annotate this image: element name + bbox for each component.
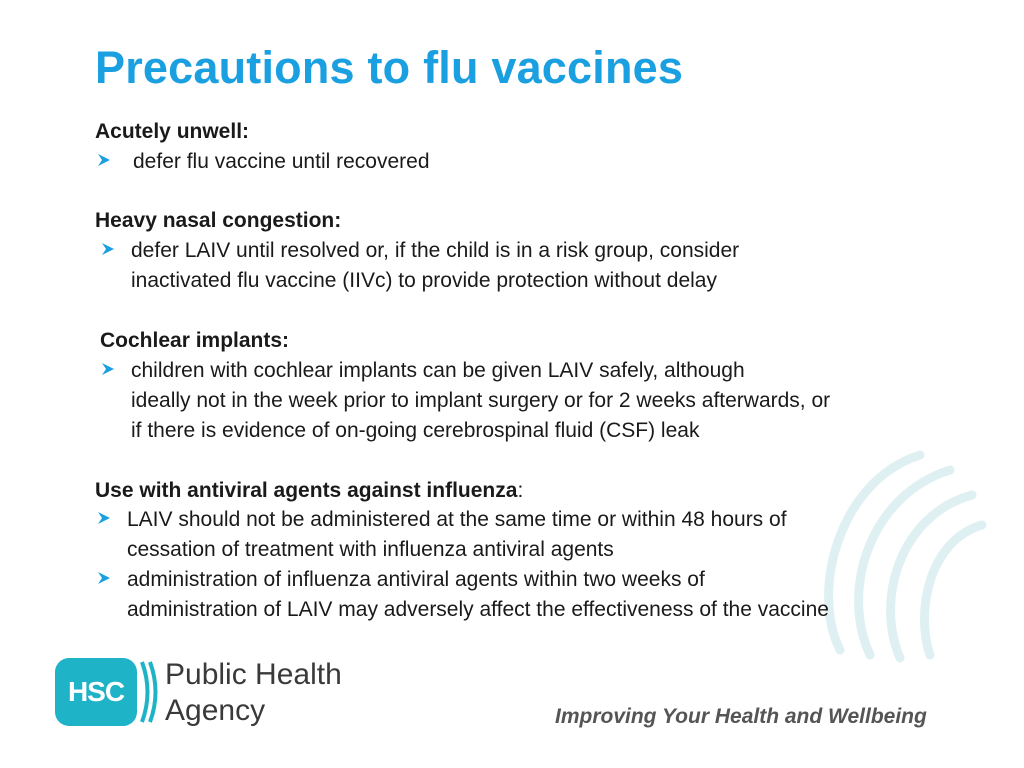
bullet-text: administration of influenza antiviral agents within two weeks of: [127, 568, 705, 591]
bullet-text: defer LAIV until resolved or, if the child is in a risk group, consider: [131, 239, 740, 262]
bullet-text: ideally not in the week prior to implant surgery or for 2 weeks afterwards, or: [131, 389, 831, 412]
logo-bracket-icon: [139, 658, 161, 726]
arrowhead-bullet-icon: [97, 153, 111, 167]
section-heading: Heavy nasal congestion:: [95, 209, 342, 232]
hsc-logo-mark: HSC: [55, 658, 137, 726]
section-heading: [95, 479, 523, 503]
swirl-watermark-icon: [800, 440, 990, 670]
logo-text-line2: Agency: [165, 694, 266, 727]
bullet-text: cessation of treatment with influenza antiviral agents: [127, 538, 614, 561]
bullet-text: if there is evidence of on-going cerebrospinal fluid (CSF) leak: [131, 419, 700, 442]
section-heading: Acutely unwell:: [95, 120, 250, 143]
arrowhead-bullet-icon: [97, 571, 111, 585]
section-heading: Cochlear implants:: [100, 329, 290, 352]
bullet-text: LAIV should not be administered at the same time or within 48 hours of: [127, 508, 787, 531]
slide-title: Precautions to flu vaccines: [95, 42, 684, 93]
bullet-text: administration of LAIV may adversely affect the effectiveness of the vaccine: [127, 598, 829, 621]
bullet-text: defer flu vaccine until recovered: [133, 150, 430, 173]
heading-text: Use with antiviral agents against influenza: [95, 479, 518, 502]
bullet-text: children with cochlear implants can be given LAIV safely, although: [131, 359, 745, 382]
arrowhead-bullet-icon: [101, 362, 115, 376]
bullet-text: inactivated flu vaccine (IIVc) to provide protection without delay: [131, 269, 717, 292]
arrowhead-bullet-icon: [97, 511, 111, 525]
logo-text-line1: Public Health: [165, 658, 342, 691]
arrowhead-bullet-icon: [101, 242, 115, 256]
tagline: Improving Your Health and Wellbeing: [555, 705, 927, 728]
heading-colon: :: [517, 479, 524, 502]
